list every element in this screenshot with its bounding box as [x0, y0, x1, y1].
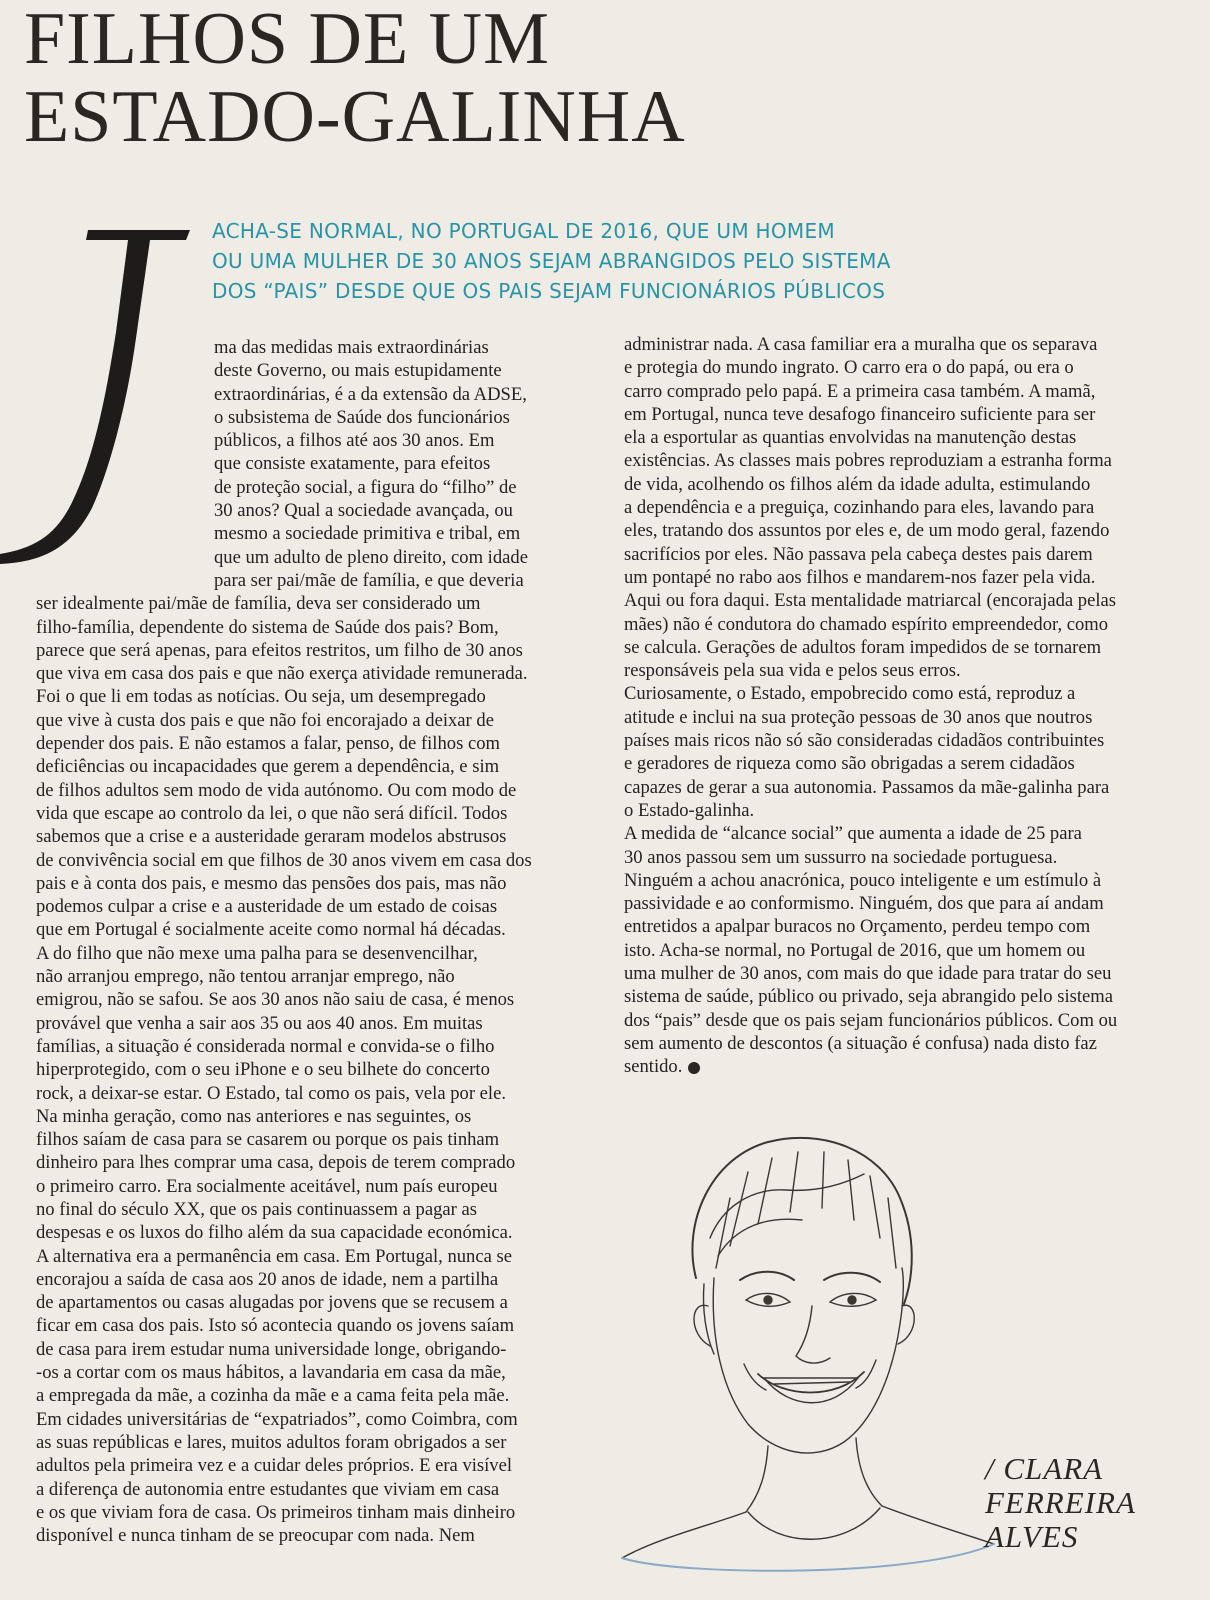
article-title: [24, 0, 686, 156]
author-line-1: / CLARA: [985, 1451, 1104, 1486]
body-line: Em cidades universitárias de “expatriados”, como Coimbra, com: [36, 1408, 518, 1430]
body-line: filho-família, dependente do sistema de Saúde dos pais? Bom,: [36, 616, 499, 638]
body-line: de vida, acolhendo os filhos além da idade adulta, estimulando: [624, 473, 1091, 495]
body-line: isto. Acha-se normal, no Portugal de 2016, que um homem ou: [624, 939, 1086, 961]
body-line: deficiências ou incapacidades que gerem a dependência, e sim: [36, 756, 500, 778]
body-line: que em Portugal é socialmente aceite como normal há décadas.: [36, 919, 506, 941]
body-line: mães) não é condutora do chamado espírito empreendedor, como: [624, 613, 1109, 635]
body-line: vida que escape ao controlo da lei, o que não será difícil. Todos: [36, 802, 508, 824]
body-line: que vive à custa dos pais e que não foi encorajado a deixar de: [36, 709, 494, 731]
body-line: de proteção social, a figura do “filho” de: [214, 476, 517, 498]
body-line-last: [624, 1055, 1184, 1078]
body-line: dinheiro para lhes comprar uma casa, depois de terem comprado: [36, 1152, 516, 1174]
body-line: uma mulher de 30 anos, com mais do que idade para tratar do seu: [624, 963, 1112, 985]
last-line-text: sentido.: [624, 1056, 683, 1078]
body-column-left: [36, 336, 606, 1547]
body-line: A do filho que não mexe uma palha para se desenvencilhar,: [36, 942, 478, 964]
body-line: emigrou, não se safou. Se aos 30 anos não saiu de casa, é menos: [36, 989, 515, 1011]
body-line: pais e à conta dos pais, e mesmo das pensões dos pais, mas não: [36, 872, 507, 894]
body-line: de apartamentos ou casas alugadas por jovens que se recusem a: [36, 1292, 508, 1314]
title-line-1: FILHOS DE UM: [24, 0, 550, 80]
body-line: encorajou a saída de casa aos 20 anos de idade, nem a partilha: [36, 1268, 499, 1290]
body-line: o primeiro carro. Era socialmente aceitável, num país europeu: [36, 1175, 498, 1197]
body-line: responsáveis pela sua vida e pelos seus erros.: [624, 660, 961, 682]
body-line: filhos saíam de casa para se casarem ou porque os pais tinham: [36, 1129, 500, 1151]
title-line-2: ESTADO-GALINHA: [24, 76, 686, 158]
body-line: disponível e nunca tinham de se preocupar com nada. Nem: [36, 1525, 475, 1547]
body-line: 30 anos passou sem um sussurro na sociedade portuguesa.: [624, 846, 1058, 868]
body-line: depender dos pais. E não estamos a falar, penso, de filhos com: [36, 733, 500, 755]
body-line: Aqui ou fora daqui. Esta mentalidade matriarcal (encorajada pelas: [624, 590, 1116, 612]
body-line: Curiosamente, o Estado, empobrecido como está, reproduz a: [624, 683, 1076, 705]
body-line: não arranjou emprego, não tentou arranjar emprego, não: [36, 966, 455, 988]
body-line: dos “pais” desde que os pais sejam funcionários públicos. Com ou: [624, 1009, 1118, 1031]
body-line: a dependência e a preguiça, cozinhando para eles, lavando para: [624, 497, 1095, 519]
body-line: Foi o que li em todas as notícias. Ou seja, um desempregado: [36, 686, 486, 708]
body-line: de casa para irem estudar numa universidade longe, obrigando-: [36, 1338, 507, 1360]
body-line: 30 anos? Qual a sociedade avançada, ou: [214, 500, 513, 522]
body-line: ficar em casa dos pais. Isto só acontecia quando os jovens saíam: [36, 1315, 515, 1337]
body-line: que viva em casa dos pais e que não exerça atividade remunerada.: [36, 663, 528, 685]
body-line: deste Governo, ou mais estupidamente: [214, 360, 502, 382]
body-line: hiperprotegido, com o seu iPhone e o seu bilhete do concerto: [36, 1059, 490, 1081]
body-line: podemos culpar a crise e a austeridade de um estado de coisas: [36, 896, 498, 918]
body-line: em Portugal, nunca teve desafogo financeiro suficiente para ser: [624, 403, 1096, 425]
body-line: e geradores de riqueza como são obrigadas a serem cidadãos: [624, 753, 1075, 775]
body-line: famílias, a situação é considerada normal e convida-se o filho: [36, 1035, 495, 1057]
body-line: o Estado-galinha.: [624, 799, 755, 821]
lede-line: OU UMA MULHER DE 30 ANOS SEJAM ABRANGIDOS PELO SISTEMA: [212, 249, 891, 273]
body-line: que um adulto de pleno direito, com idade: [214, 546, 528, 568]
body-line: sabemos que a crise e a austeridade geraram modelos abstrusos: [36, 826, 507, 848]
body-line: mesmo a sociedade primitiva e tribal, em: [214, 523, 521, 545]
body-line: de filhos adultos sem modo de vida autónomo. Ou com modo de: [36, 779, 517, 801]
body-line: de convivência social em que filhos de 30 anos vivem em casa dos: [36, 849, 532, 871]
body-line: carro comprado pelo papá. E a primeira casa também. A mamã,: [624, 380, 1096, 402]
author-portrait-illustration: [618, 1128, 998, 1588]
body-line: países mais ricos não só são consideradas cidadãos contribuintes: [624, 730, 1105, 752]
body-line: adultos pela primeira vez e a cuidar deles próprios. E era visível: [36, 1455, 513, 1477]
end-of-article-dot-icon: [688, 1062, 700, 1074]
body-line: sacrifícios por eles. Não passava pela cabeça destes pais darem: [624, 543, 1093, 565]
body-line: eles, tratando dos assuntos por eles e, de um modo geral, fazendo: [624, 520, 1110, 542]
body-line: um pontapé no rabo aos filhos e mandarem-nos fazer pela vida.: [624, 566, 1096, 588]
body-line: Na minha geração, como nas anteriores e nas seguintes, os: [36, 1105, 472, 1127]
body-line: entretidos a apalpar buracos no Orçamento, perdeu tempo com: [624, 916, 1091, 938]
body-line: ser idealmente pai/mãe de família, deva ser considerado um: [36, 593, 481, 615]
body-line: despesas e os luxos do filho além da sua capacidade económica.: [36, 1222, 513, 1244]
body-line: a empregada da mãe, a cozinha da mãe e a cama feita pela mãe.: [36, 1385, 510, 1407]
body-line: e os que viviam fora de casa. Os primeiros tinham mais dinheiro: [36, 1501, 516, 1523]
body-line: a diferença de autonomia entre estudantes que viviam em casa: [36, 1478, 500, 1500]
body-line: passividade e ao conformismo. Ninguém, dos que para aí andam: [624, 893, 1104, 915]
body-line: atitude e inclui na sua proteção pessoas de 30 anos que noutros: [624, 706, 1093, 728]
body-line: sem aumento de descontos (a situação é confusa) nada disto faz: [624, 1032, 1097, 1054]
body-line: A medida de “alcance social” que aumenta a idade de 25 para: [624, 823, 1082, 845]
author-line-3: ALVES: [985, 1519, 1079, 1554]
body-line: ela a esportular as quantias envolvidas na manutenção destas: [624, 427, 1077, 449]
body-line: administrar nada. A casa familiar era a muralha que os separava: [624, 334, 1098, 355]
body-line: Ninguém a achou anacrónica, pouco inteligente e um estímulo à: [624, 869, 1102, 891]
article-lede: [212, 216, 972, 306]
body-line: ma das medidas mais extraordinárias: [214, 337, 489, 358]
body-line: existências. As classes mais pobres reproduziam a estranha forma: [624, 450, 1112, 472]
body-line: se calcula. Gerações de adultos foram impedidos de se tornarem: [624, 636, 1102, 658]
body-line: públicos, a filhos até aos 30 anos. Em: [214, 430, 495, 452]
body-line: capazes de gerar a sua autonomia. Passamos da mãe-galinha para: [624, 776, 1110, 798]
lede-line: DOS “PAIS” DESDE QUE OS PAIS SEJAM FUNCIONÁRIOS PÚBLICOS: [212, 279, 886, 303]
body-line: sistema de saúde, público ou privado, seja abrangido pelo sistema: [624, 986, 1113, 1008]
body-line: A alternativa era a permanência em casa. Em Portugal, nunca se: [36, 1245, 512, 1267]
body-line: para ser pai/mãe de família, e que deveria: [214, 569, 524, 591]
body-line: -os a cortar com os maus hábitos, a lavandaria em casa da mãe,: [36, 1362, 506, 1384]
body-line: parece que será apenas, para efeitos restritos, um filho de 30 anos: [36, 639, 523, 661]
lede-line: ACHA-SE NORMAL, NO PORTUGAL DE 2016, QUE UM HOMEM: [212, 219, 835, 243]
body-line: e protegia do mundo ingrato. O carro era o do papá, ou era o: [624, 357, 1074, 379]
author-line-2: FERREIRA: [985, 1485, 1136, 1520]
body-line: que consiste exatamente, para efeitos: [214, 453, 491, 475]
body-line: no final do século XX, que os pais continuassem a pagar as: [36, 1198, 477, 1220]
body-line: o subsistema de Saúde dos funcionários: [214, 406, 510, 428]
body-line: provável que venha a sair aos 35 ou aos 40 anos. Em muitas: [36, 1012, 483, 1034]
body-column-right: [624, 333, 1184, 1079]
body-line: rock, a deixar-se estar. O Estado, tal como os pais, vela por ele.: [36, 1082, 506, 1104]
body-line: as suas repúblicas e lares, muitos adultos foram obrigados a ser: [36, 1431, 507, 1453]
author-byline: [985, 1452, 1136, 1554]
body-line: extraordinárias, é a da extensão da ADSE,: [214, 383, 527, 405]
